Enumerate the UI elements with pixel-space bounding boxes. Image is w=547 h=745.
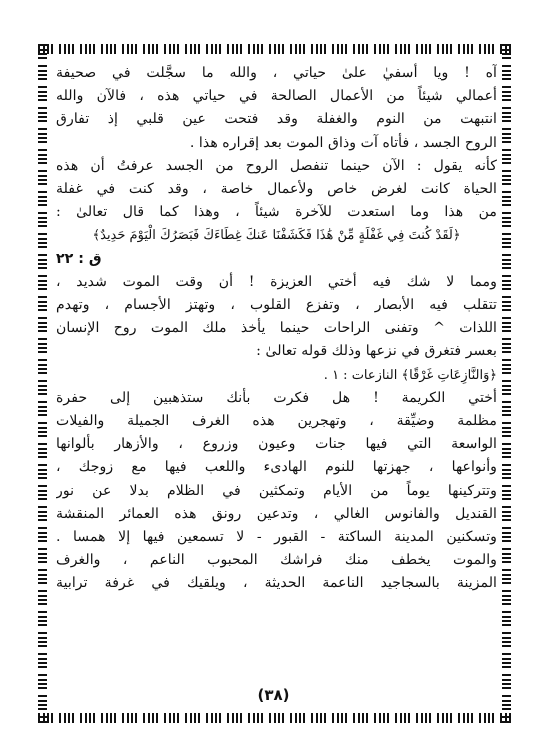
text-line: الروح الجسد ، فأتاه آت وذاق الموت بعد إقراره هذا . xyxy=(189,134,497,151)
paragraph-3 xyxy=(56,271,497,364)
text-line: من هذا وما استعدت للآخرة شيئاً ، وهذا كما قال تعالىٰ : xyxy=(56,204,497,221)
page-number: (٣٨) xyxy=(257,686,290,704)
text-line: الحياة كانت لغرض خاص ولأعمال خاصة ، وقد كنت في غفلة xyxy=(56,181,497,198)
right-border xyxy=(502,44,511,724)
page-body xyxy=(56,62,497,702)
text-line: القنديل والفانوس الغالي ، وتدعين رونق هذه العمائر المنقشة xyxy=(56,505,497,522)
paragraph-4 xyxy=(56,387,497,549)
text-line: ومما لا شك فيه أختي العزيزة ! أن وقت الموت شديد ، xyxy=(56,273,497,290)
text-line: الواسعة التي فيها جنات وعيون وزروع ، والأزهار بألوانها xyxy=(56,436,497,453)
paragraph-2 xyxy=(56,155,497,225)
verse-reference-1: ق : ٢٢ xyxy=(56,250,102,267)
text-line: والموت يخطف منك فراشك المحبوب الناعم ، والغرف xyxy=(56,552,497,569)
text-line: تتقلب فيه الأبصار ، وتفزع القلوب ، وتهتز الأجسام ، وتهدم xyxy=(56,297,497,314)
top-border xyxy=(38,44,511,54)
quran-verse-2: ﴿وَالنَّازِعَاتِ غَرْقًا﴾ النازعات : ١ . xyxy=(323,367,497,383)
text-line: المزينة بالسجاجيد الناعمة الحديثة ، ويلقيك في غرفة ترابية xyxy=(56,575,497,592)
text-line: اللذات ^ وتفنى الراحات حينما يأخذ ملك الموت روح الإنسان xyxy=(56,320,497,337)
text-line: انتبهت من النوم والغفلة وقد فتحت عين قلبي إذ تفارق xyxy=(56,111,497,128)
text-line: كأنه يقول : الآن حينما تنفصل الروح من الجسد عرفتُ أن هذه xyxy=(56,157,497,174)
text-line: آه ! ويا أسفيٰ علىٰ حياتي ، والله ما سجَّلت في صحيفة xyxy=(56,65,497,81)
paragraph-1 xyxy=(56,62,497,155)
quran-verse-1: ﴿لَقَدْ كُنتَ فِي غَفْلَةٍ مِّنْ هَٰذَا فَكَشَفْنَا عَنكَ غِطَاءَكَ فَبَصَرُكَ الْيَوْمَ حَدِيدٌ﴾ xyxy=(92,228,461,244)
text-line: وتسكنين المدينة الساكتة - القبور - لا تسمعين فيها إلا همسا . xyxy=(56,529,497,546)
text-line: وتتركينها يوماً من الأيام وتمكثين في الظلام بدلا عن نور xyxy=(56,482,497,499)
paragraph-5 xyxy=(56,549,497,595)
text-line: أختي الكريمة ! هل فكرت بأنك ستذهبين إلى حفرة xyxy=(56,389,497,406)
bottom-border xyxy=(38,713,511,723)
left-border xyxy=(38,44,47,724)
text-line: بعسر فتغرق في نزعها وذلك قوله تعالىٰ : xyxy=(256,343,497,360)
text-line: وأنواعها ، جهزتها للنوم الهادىء واللعب فيها مع زوجك ، xyxy=(56,459,497,476)
text-line: مظلمة وضيِّقة ، وتهجرين هذه الغرف الجميلة والفيلات xyxy=(56,413,497,430)
text-line: أعمالي شيئاً من الأعمال الصالحة في حياتي هذه ، فالآن والله xyxy=(56,88,497,105)
